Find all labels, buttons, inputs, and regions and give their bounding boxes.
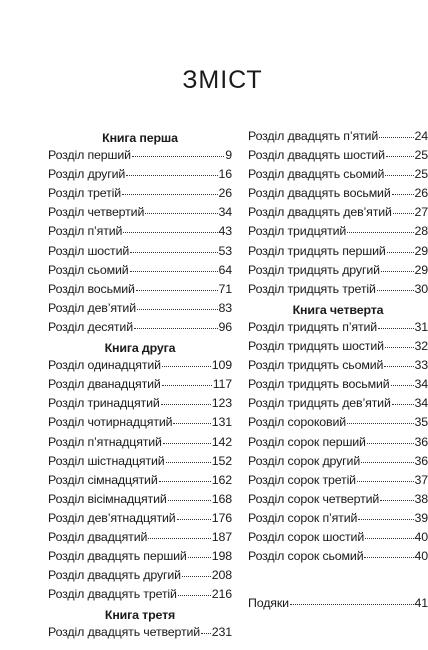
toc-entry [248, 547, 428, 566]
dot-leader [130, 260, 218, 272]
toc-entry [248, 413, 428, 432]
toc-entry [48, 146, 232, 165]
spacer [248, 580, 428, 594]
dot-leader [381, 260, 414, 272]
dot-leader [178, 584, 211, 596]
toc-entry-page: 31 [414, 319, 428, 334]
toc-entry [248, 127, 428, 146]
toc-entry-label: Розділ сорок перший [248, 434, 366, 449]
dot-leader [145, 202, 217, 214]
toc-entry [48, 203, 232, 222]
toc-entry-label: Розділ тридцять п’ятий [248, 319, 378, 334]
toc-entry-page: 39 [414, 510, 428, 525]
toc-entry-page: 83 [218, 300, 232, 315]
toc-entry-page: 29 [414, 243, 428, 258]
toc-entry-page: 30 [414, 281, 428, 296]
toc-entry-label: Розділ двадцятий [48, 529, 148, 544]
toc-entry-label: Розділ тринадцятий [48, 396, 160, 411]
toc-entry-page: 27 [414, 205, 428, 220]
toc-entry [48, 356, 232, 375]
toc-entry-page: 96 [218, 319, 232, 334]
toc-entry-label: Розділ сорок п’ятий [248, 510, 358, 525]
toc-entry-label: Розділ двадцять перший [48, 549, 187, 564]
toc-entry [48, 375, 232, 394]
dot-leader [168, 489, 211, 501]
dot-leader [357, 470, 414, 482]
dot-leader [122, 183, 218, 195]
dot-leader [391, 374, 414, 386]
toc-entry-label: Розділ двадцять восьмий [248, 186, 391, 201]
toc-entry-label: Розділ сорок четвертий [248, 491, 380, 506]
dot-leader [148, 527, 211, 539]
toc-entry-label: Розділ дев’ятий [48, 300, 136, 315]
toc-entry [48, 471, 232, 490]
toc-entry [248, 490, 428, 509]
toc-entry-label: Розділ двадцять четвертий [48, 625, 201, 640]
toc-entry-label: Розділ тридцять сьомий [248, 358, 384, 373]
dot-leader [384, 355, 413, 367]
toc-entry [248, 471, 428, 490]
dot-leader [392, 183, 414, 195]
toc-entry-page: 32 [414, 339, 428, 354]
toc-entry-page: 43 [218, 224, 232, 239]
dot-leader [392, 393, 414, 405]
toc-entry [248, 261, 428, 280]
dot-leader [385, 336, 414, 348]
dot-leader [393, 202, 414, 214]
toc-entry [248, 509, 428, 528]
toc-entry [248, 337, 428, 356]
toc-entry-page: 24 [414, 129, 428, 143]
toc-entry-page: 176 [211, 510, 232, 525]
dot-leader [378, 317, 413, 329]
dot-leader [134, 317, 218, 329]
toc-entry-page: 117 [212, 377, 232, 392]
toc-entry-page: 34 [218, 205, 232, 220]
book-heading: Книга друга [104, 341, 176, 356]
toc-entry [248, 375, 428, 394]
toc-entry [48, 299, 232, 318]
toc-entry-page: 25 [414, 167, 428, 182]
toc-entry-label: Розділ дванадцятий [48, 377, 161, 392]
toc-entry-page: 187 [211, 529, 232, 544]
dot-leader [161, 393, 211, 405]
dot-leader [177, 508, 211, 520]
toc-entry [48, 318, 232, 337]
toc-entry [248, 242, 428, 261]
toc-entry-page: 231 [211, 625, 232, 640]
toc-entry-page: 29 [414, 262, 428, 277]
toc-entry-label: Розділ четвертий [48, 205, 145, 220]
dot-leader [166, 451, 211, 463]
dot-leader [137, 298, 218, 310]
toc-entry [248, 280, 428, 299]
toc-entry [48, 585, 232, 604]
toc-entry-page: 40 [414, 549, 428, 564]
book-heading: Книга перша [102, 131, 178, 145]
toc-entry-label: Розділ другий [48, 167, 126, 182]
toc-entry [48, 165, 232, 184]
toc-entry-label: Розділ двадцять шостий [248, 148, 385, 163]
toc-entry-page: 16 [218, 167, 232, 182]
book-heading: Книга третя [104, 608, 176, 623]
toc-entry [248, 222, 428, 241]
dot-leader [380, 489, 413, 501]
toc-entry-label: Розділ дев’ятнадцятий [48, 510, 176, 525]
dot-leader [365, 527, 413, 539]
toc-entry-label: Розділ тридцятий [248, 224, 347, 239]
toc-entry-page: 34 [414, 377, 428, 392]
toc-entry [248, 165, 428, 184]
toc-column-left [48, 127, 232, 643]
toc-entry-label: Розділ сороковий [248, 415, 347, 430]
toc-entry-label: Розділ тридцять третій [248, 281, 376, 296]
toc-entry-page: 37 [414, 472, 428, 487]
toc-entry-label: Розділ двадцять дев’ятий [248, 205, 392, 220]
toc-entry [248, 356, 428, 375]
toc-column-right [248, 127, 428, 613]
toc-entry-page: 162 [211, 472, 232, 487]
toc-entry-page: 34 [414, 396, 428, 411]
toc-entry [48, 413, 232, 432]
toc-entry [248, 433, 428, 452]
toc-entry-label: Розділ шістнадцятий [48, 453, 165, 468]
dot-leader [162, 374, 212, 386]
dot-leader [130, 241, 217, 253]
toc-entry-label: Розділ п’ятнадцятий [48, 434, 162, 449]
toc-entry [248, 394, 428, 413]
toc-entry [248, 146, 428, 165]
page-title: ЗМІСТ [182, 66, 263, 94]
toc-entry-label: Розділ сорок другий [248, 453, 361, 468]
toc-entry-page: 33 [414, 358, 428, 373]
toc-entry-page: 168 [211, 491, 232, 506]
dot-leader [379, 126, 413, 138]
dot-leader [367, 432, 414, 444]
dot-leader [163, 432, 211, 444]
toc-entry [48, 433, 232, 452]
dot-leader [347, 221, 413, 233]
dot-leader [159, 470, 211, 482]
toc-entry [248, 594, 428, 613]
toc-entry [248, 528, 428, 547]
toc-entry-label: Розділ двадцять третій [48, 587, 177, 602]
toc-entry-label: Розділ двадцять сьомий [248, 167, 385, 182]
dot-leader [123, 221, 217, 233]
dot-leader [201, 622, 211, 634]
toc-entry [248, 203, 428, 222]
toc-entry-label: Розділ чотирнадцятий [48, 415, 173, 430]
toc-entry [48, 566, 232, 585]
toc-entry-page: 142 [211, 434, 232, 449]
toc-entry-page: 208 [211, 568, 232, 583]
dot-leader [347, 412, 413, 424]
toc-entry-label: Розділ двадцять п’ятий [248, 129, 379, 143]
toc-entry [248, 318, 428, 337]
toc-entry-label: Розділ десятий [48, 319, 133, 334]
toc-entry [48, 184, 232, 203]
dot-leader [173, 412, 210, 424]
dot-leader [364, 546, 413, 558]
toc-entry-page: 26 [218, 186, 232, 201]
toc-entry [48, 222, 232, 241]
dot-leader [361, 451, 413, 463]
toc-entry [48, 394, 232, 413]
toc-entry [48, 528, 232, 547]
toc-entry [48, 261, 232, 280]
spacer [248, 566, 428, 580]
toc-entry-page: 198 [211, 549, 232, 564]
dot-leader [136, 279, 218, 291]
toc-entry-page: 109 [211, 358, 232, 373]
toc-entry-label: Розділ перший [48, 148, 131, 163]
toc-entry-label: Розділ сорок третій [248, 472, 356, 487]
toc-entry-label: Розділ шостий [48, 243, 130, 258]
toc-entry [248, 452, 428, 471]
dot-leader [386, 145, 414, 157]
toc-entry-label: Розділ п’ятий [48, 224, 123, 239]
toc-entry-label: Розділ третій [48, 186, 121, 201]
toc-entry-page: 216 [211, 587, 232, 602]
toc-entry-label: Розділ тридцять восьмий [248, 377, 390, 392]
toc-entry-label: Розділ сімнадцятий [48, 472, 158, 487]
toc-entry-page: 38 [414, 491, 428, 506]
toc-entry-page: 41 [414, 596, 428, 611]
toc-entry-page: 53 [218, 243, 232, 258]
dot-leader [126, 164, 217, 176]
toc-entry-label: Розділ тридцять шостий [248, 339, 384, 354]
toc-entry-page: 28 [414, 224, 428, 239]
dot-leader [132, 145, 224, 157]
toc-entry-label: Розділ восьмий [48, 281, 135, 296]
toc-entry-label: Розділ сорок сьомий [248, 549, 364, 564]
toc-entry-page: 123 [211, 396, 232, 411]
toc-entry-label: Розділ сорок шостий [248, 529, 365, 544]
dot-leader [188, 546, 211, 558]
dot-leader [162, 355, 211, 367]
toc-entry-page: 26 [414, 186, 428, 201]
toc-entry [48, 547, 232, 566]
dot-leader [358, 508, 413, 520]
toc-entry [48, 623, 232, 642]
toc-entry-label: Розділ тридцять дев’ятий [248, 396, 391, 411]
toc-entry [248, 184, 428, 203]
toc-entry [48, 242, 232, 261]
toc-entry-page: 131 [211, 415, 232, 430]
toc-entry-label: Розділ двадцять другий [48, 568, 181, 583]
dot-leader [290, 593, 414, 605]
toc-entry [48, 490, 232, 509]
toc-entry-label: Розділ тридцять другий [248, 262, 380, 277]
toc-entry [48, 452, 232, 471]
toc-entry-page: 25 [414, 148, 428, 163]
book-heading: Книга четверта [292, 302, 384, 317]
toc-entry-label: Подяки [248, 596, 289, 611]
toc-entry-label: Розділ одинадцятий [48, 358, 161, 373]
toc-entry [48, 509, 232, 528]
toc-entry [48, 280, 232, 299]
toc-entry-page: 9 [225, 148, 232, 163]
toc-entry-page: 36 [414, 434, 428, 449]
toc-entry-page: 36 [414, 453, 428, 468]
dot-leader [377, 279, 414, 291]
toc-entry-page: 64 [218, 262, 232, 277]
dot-leader [387, 241, 414, 253]
toc-entry-page: 71 [218, 281, 232, 296]
dot-leader [182, 565, 211, 577]
toc-entry-label: Розділ вісімнадцятий [48, 491, 167, 506]
toc-entry-page: 40 [414, 529, 428, 544]
toc-entry-page: 35 [414, 415, 428, 430]
dot-leader [385, 164, 413, 176]
toc-entry-label: Розділ сьомий [48, 262, 129, 277]
toc-entry-page: 152 [211, 453, 232, 468]
toc-entry-label: Розділ тридцять перший [248, 243, 386, 258]
